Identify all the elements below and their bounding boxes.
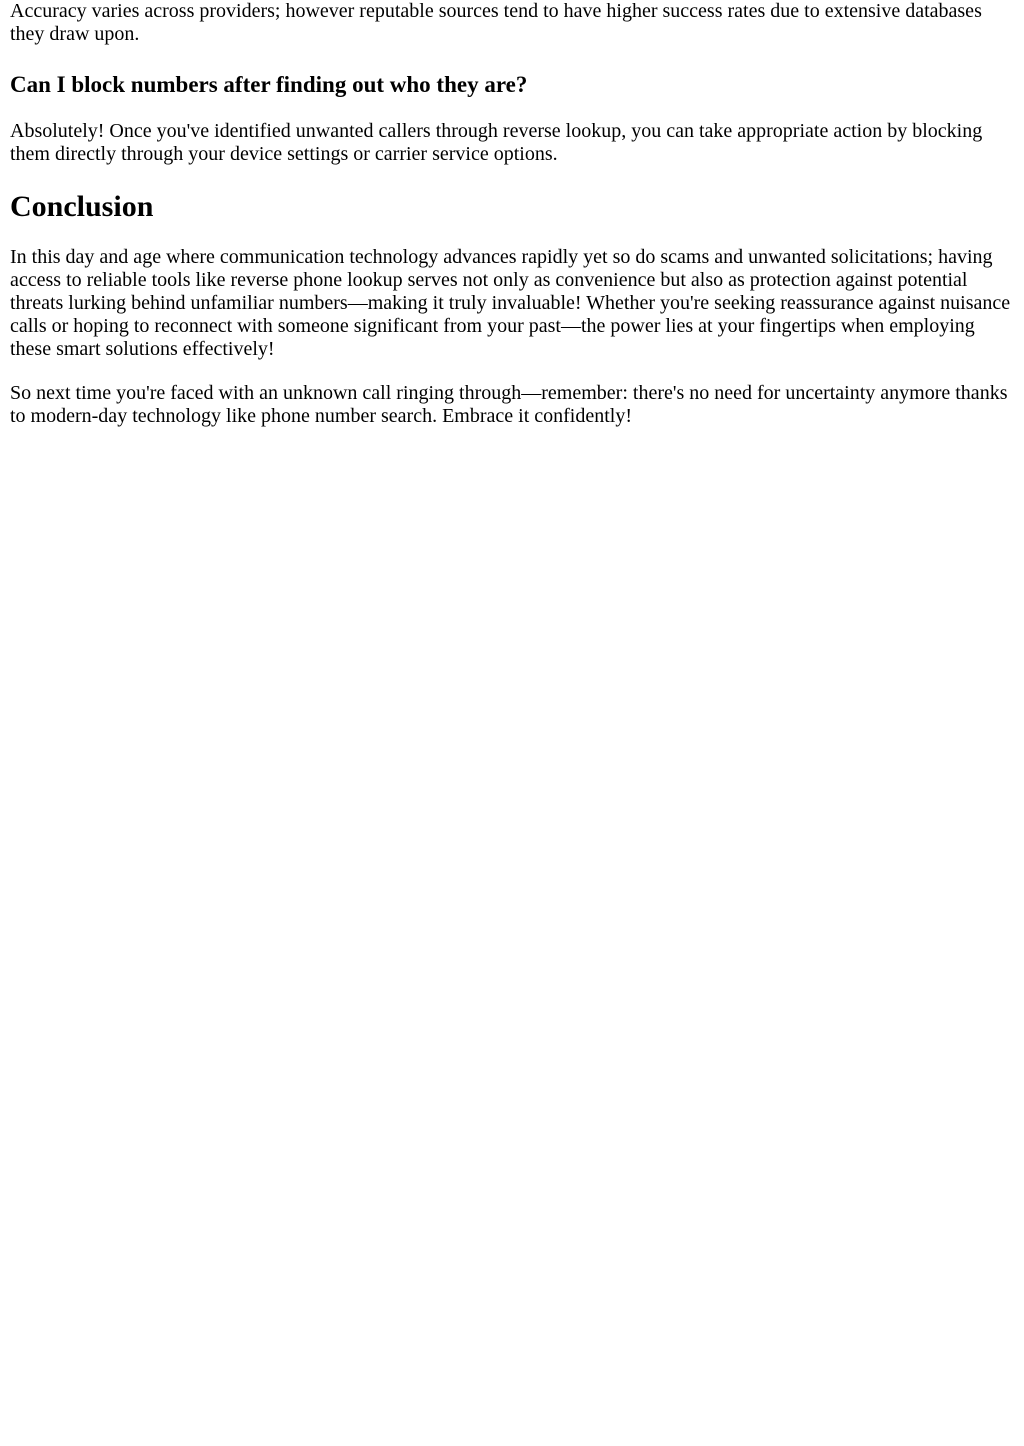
faq-answer-accuracy: Accuracy varies across providers; however reputable sources tend to have higher success rates due to extensive databases they draw upon. bbox=[10, 0, 982, 45]
conclusion-paragraph: In this day and age where communication technology advances rapidly yet so do scams and unwanted solicitations; having access to reliable tools like reverse phone lookup serves not only as convenience but also as protection against potential threats lurking behind unfamiliar numbers—making it truly invaluable! Whether you're seeking reassurance against nuisance calls or hoping to reconnect with someone significant from your past—the power lies at your fingertips when employing these smart solutions effectively! bbox=[10, 246, 1011, 360]
article-content bbox=[10, 0, 1016, 428]
conclusion-closing-paragraph: So next time you're faced with an unknown call ringing through—remember: there's no need for uncertainty anymore thanks to modern-day technology like phone number search. Embrace it confidently! bbox=[10, 382, 1008, 427]
faq-question-block-numbers: Can I block numbers after finding out who they are? bbox=[10, 72, 528, 97]
conclusion-heading: Conclusion bbox=[10, 190, 154, 223]
faq-answer-block-numbers: Absolutely! Once you've identified unwanted callers through reverse lookup, you can take appropriate action by blocking them directly through your device settings or carrier service options. bbox=[10, 120, 983, 165]
